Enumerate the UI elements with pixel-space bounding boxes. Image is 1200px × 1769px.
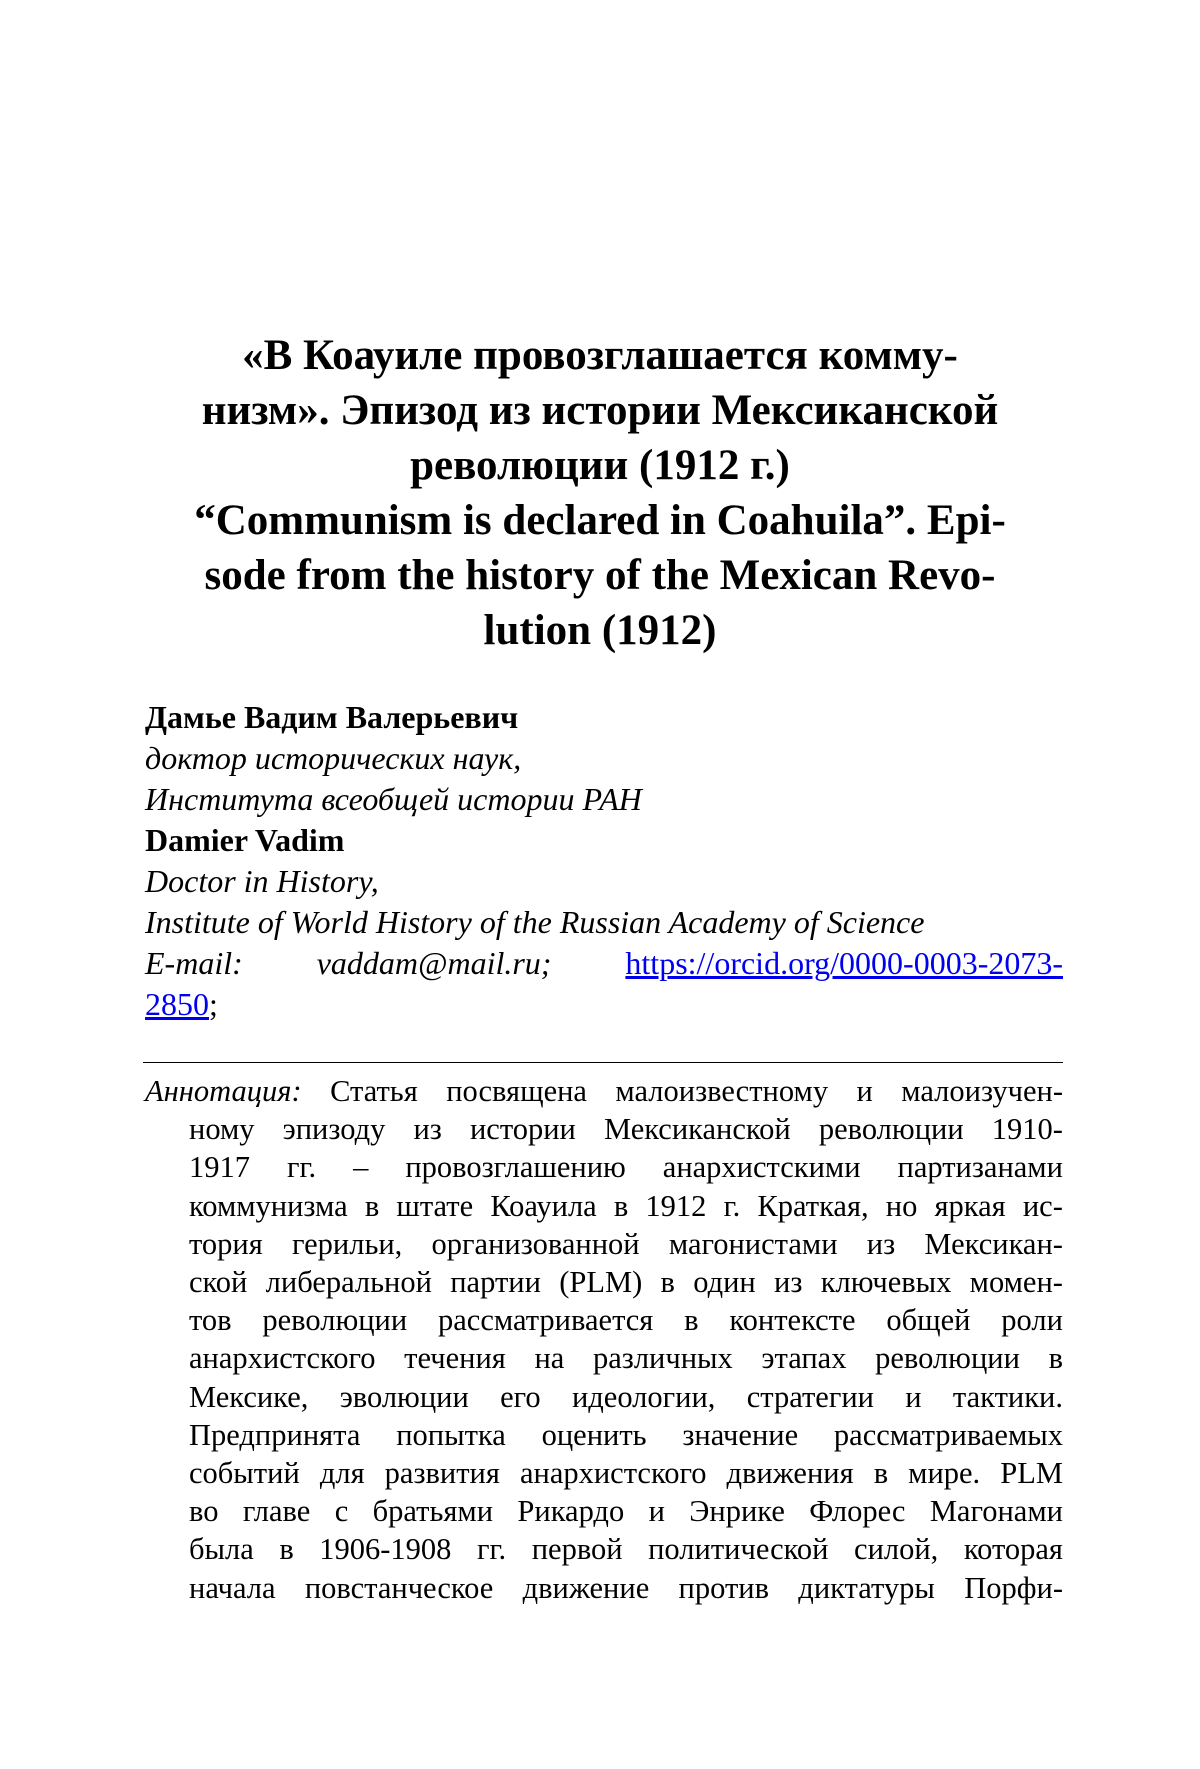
abstract-word: 1910-: [991, 1112, 1063, 1147]
abstract-word: в: [279, 1532, 294, 1567]
abstract-first-line: [145, 1072, 1063, 1110]
abstract-line: [145, 1301, 1063, 1339]
abstract-word: и: [648, 1494, 665, 1529]
orcid-suffix: ;: [209, 986, 218, 1022]
abstract-word: эволюции: [339, 1379, 469, 1414]
abstract-word: истории: [469, 1112, 576, 1147]
abstract-word: Порфи-: [964, 1570, 1063, 1605]
abstract-word: Предпринята: [189, 1417, 361, 1452]
abstract-word: из: [774, 1265, 803, 1300]
abstract-word: была: [189, 1532, 254, 1567]
abstract-word: попытка: [396, 1417, 506, 1452]
abstract-word: движения: [726, 1456, 854, 1491]
abstract-word: развития: [384, 1456, 500, 1491]
abstract-line: [145, 1148, 1063, 1186]
abstract-word: против: [678, 1570, 770, 1605]
title-line: «В Коауиле провозглашается комму-: [242, 332, 958, 379]
abstract-word: и: [856, 1074, 873, 1108]
author-name-en: Damier Vadim: [145, 822, 345, 858]
abstract-line: [145, 1339, 1063, 1377]
abstract-word: братьями: [372, 1494, 494, 1529]
abstract-word: малоизвестному: [615, 1074, 829, 1108]
abstract-word: анархистского: [189, 1341, 376, 1376]
author-degree-en: Doctor in History,: [145, 863, 379, 899]
abstract-word: в: [364, 1188, 380, 1223]
abstract-word: мире.: [908, 1456, 981, 1491]
email-label: E-mail:: [145, 945, 243, 981]
abstract-word: в: [660, 1265, 675, 1300]
abstract-word: организованной: [431, 1226, 640, 1261]
abstract-word: 1906-1908: [319, 1532, 452, 1567]
email-address[interactable]: vaddam@mail.ru;: [316, 945, 552, 981]
abstract-line: [145, 1378, 1063, 1416]
abstract-word: ис-: [1022, 1188, 1063, 1223]
abstract-word: PLM: [1000, 1456, 1063, 1491]
abstract-word: первой: [531, 1532, 623, 1567]
abstract-word: Магонами: [929, 1494, 1063, 1529]
abstract-line: [145, 1530, 1063, 1568]
abstract-word: стратегии: [746, 1379, 874, 1414]
author-name-ru: Дамье Вадим Валерьевич: [145, 699, 519, 735]
abstract-line: [145, 1225, 1063, 1263]
abstract-word: тов: [189, 1303, 232, 1338]
abstract-word: повстанческое: [304, 1570, 494, 1605]
abstract-word: в: [1048, 1341, 1063, 1376]
abstract-line: [145, 1416, 1063, 1454]
abstract-word: тактики.: [952, 1379, 1063, 1414]
title-line: lution (1912): [483, 607, 717, 654]
abstract-word: магонистами: [668, 1226, 838, 1261]
abstract-word: общей: [886, 1303, 971, 1338]
abstract-word: политической: [648, 1532, 829, 1567]
abstract-word: Краткая,: [757, 1188, 869, 1223]
abstract-word: но: [885, 1188, 918, 1223]
abstract-word: гг.: [286, 1150, 317, 1185]
abstract-word: Коауила: [490, 1188, 597, 1223]
abstract-word: в: [873, 1456, 889, 1491]
abstract-word: событий: [189, 1456, 300, 1491]
abstract-word: из: [866, 1226, 896, 1261]
abstract-label: Аннотация:: [145, 1074, 302, 1108]
abstract-word: диктатуры: [798, 1570, 935, 1605]
abstract-word: Энрике: [689, 1494, 785, 1529]
abstract-word: г.: [723, 1188, 741, 1223]
abstract-word: различных: [592, 1341, 733, 1376]
abstract-word: роли: [1001, 1303, 1063, 1338]
orcid-continuation: [145, 984, 1065, 1025]
abstract-word: 1917: [189, 1150, 250, 1185]
abstract-word: ному: [189, 1112, 255, 1147]
abstract-word: гг.: [476, 1532, 507, 1567]
author-info: [145, 697, 1065, 1025]
abstract-word: (PLM): [559, 1265, 643, 1300]
abstract-word: анархистскими: [662, 1150, 861, 1185]
abstract-line: [145, 1110, 1063, 1148]
abstract-word: партизанами: [897, 1150, 1063, 1185]
abstract-word: и: [905, 1379, 922, 1414]
abstract-word: главе: [242, 1494, 311, 1529]
abstract-word: с: [334, 1494, 349, 1529]
abstract-word: контексте: [729, 1303, 856, 1338]
title-line: революции (1912 г.): [410, 442, 790, 489]
abstract-line: [145, 1263, 1063, 1301]
abstract-word: оценить: [541, 1417, 647, 1452]
abstract-word: тория: [189, 1226, 263, 1261]
abstract-word: коммунизма: [189, 1188, 348, 1223]
abstract-word: начала: [189, 1570, 276, 1605]
abstract-line: [145, 1454, 1063, 1492]
abstract-word: которая: [963, 1532, 1063, 1567]
orcid-link-end[interactable]: 2850: [145, 986, 209, 1022]
abstract-word: значение: [682, 1417, 799, 1452]
abstract-word: революции: [875, 1341, 1020, 1376]
abstract-word: один: [693, 1265, 756, 1300]
abstract-word: Мексиканской: [603, 1112, 791, 1147]
abstract-word: из: [413, 1112, 442, 1147]
orcid-link[interactable]: https://orcid.org/0000-0003-2073-: [625, 945, 1063, 981]
section-divider: [143, 1062, 1063, 1063]
abstract-word: Рикардо: [517, 1494, 625, 1529]
abstract-word: революции: [262, 1303, 408, 1338]
abstract-word: рассматриваемых: [833, 1417, 1063, 1452]
abstract-word: силой,: [854, 1532, 939, 1567]
title-line: sode from the history of the Mexican Revo-: [204, 552, 996, 599]
abstract-word: на: [534, 1341, 565, 1376]
abstract-word: Мексикан-: [924, 1226, 1063, 1261]
author-affiliation-ru: Института всеобщей истории РАН: [145, 781, 642, 817]
author-degree-ru: доктор исторических наук,: [145, 740, 522, 776]
abstract-word: этапах: [761, 1341, 847, 1376]
abstract-word: движение: [522, 1570, 650, 1605]
abstract-word: провозглашению: [405, 1150, 626, 1185]
abstract-word: Статья: [330, 1074, 418, 1108]
abstract-word: его: [500, 1379, 541, 1414]
abstract-word: герильи,: [292, 1226, 403, 1261]
abstract-word: яркая: [934, 1188, 1006, 1223]
abstract-word: революции: [818, 1112, 964, 1147]
abstract-word: для: [319, 1456, 365, 1491]
abstract-word: течения: [404, 1341, 506, 1376]
abstract-word: либеральной: [265, 1265, 432, 1300]
abstract-word: малоизучен-: [901, 1074, 1063, 1108]
abstract-word: ключевых: [820, 1265, 952, 1300]
abstract-line: [145, 1492, 1063, 1530]
abstract-word: момен-: [969, 1265, 1063, 1300]
abstract: [145, 1072, 1063, 1607]
abstract-word: посвящена: [446, 1074, 587, 1108]
title-line: “Communism is declared in Coahuila”. Epi-: [194, 497, 1006, 544]
abstract-word: Флорес: [809, 1494, 906, 1529]
abstract-word: во: [189, 1494, 219, 1529]
abstract-word: партии: [450, 1265, 541, 1300]
abstract-word: эпизоду: [282, 1112, 386, 1147]
abstract-word: в: [613, 1188, 629, 1223]
abstract-word: анархистского: [519, 1456, 707, 1491]
author-affiliation-en: Institute of World History of the Russian Academy of Science: [145, 904, 925, 940]
abstract-word: рассматривается: [438, 1303, 654, 1338]
abstract-word: ской: [189, 1265, 248, 1300]
abstract-word: 1912: [645, 1188, 707, 1223]
abstract-line: [145, 1569, 1063, 1607]
abstract-word: Мексике,: [189, 1379, 309, 1414]
abstract-word: идеологии,: [571, 1379, 716, 1414]
article-title: [120, 328, 1080, 658]
title-line: низм». Эпизод из истории Мексиканской: [201, 387, 999, 434]
abstract-word: штате: [396, 1188, 474, 1223]
abstract-word: –: [353, 1150, 369, 1185]
contact-row: [145, 943, 1063, 984]
abstract-line: [145, 1187, 1063, 1225]
abstract-word: в: [684, 1303, 699, 1338]
